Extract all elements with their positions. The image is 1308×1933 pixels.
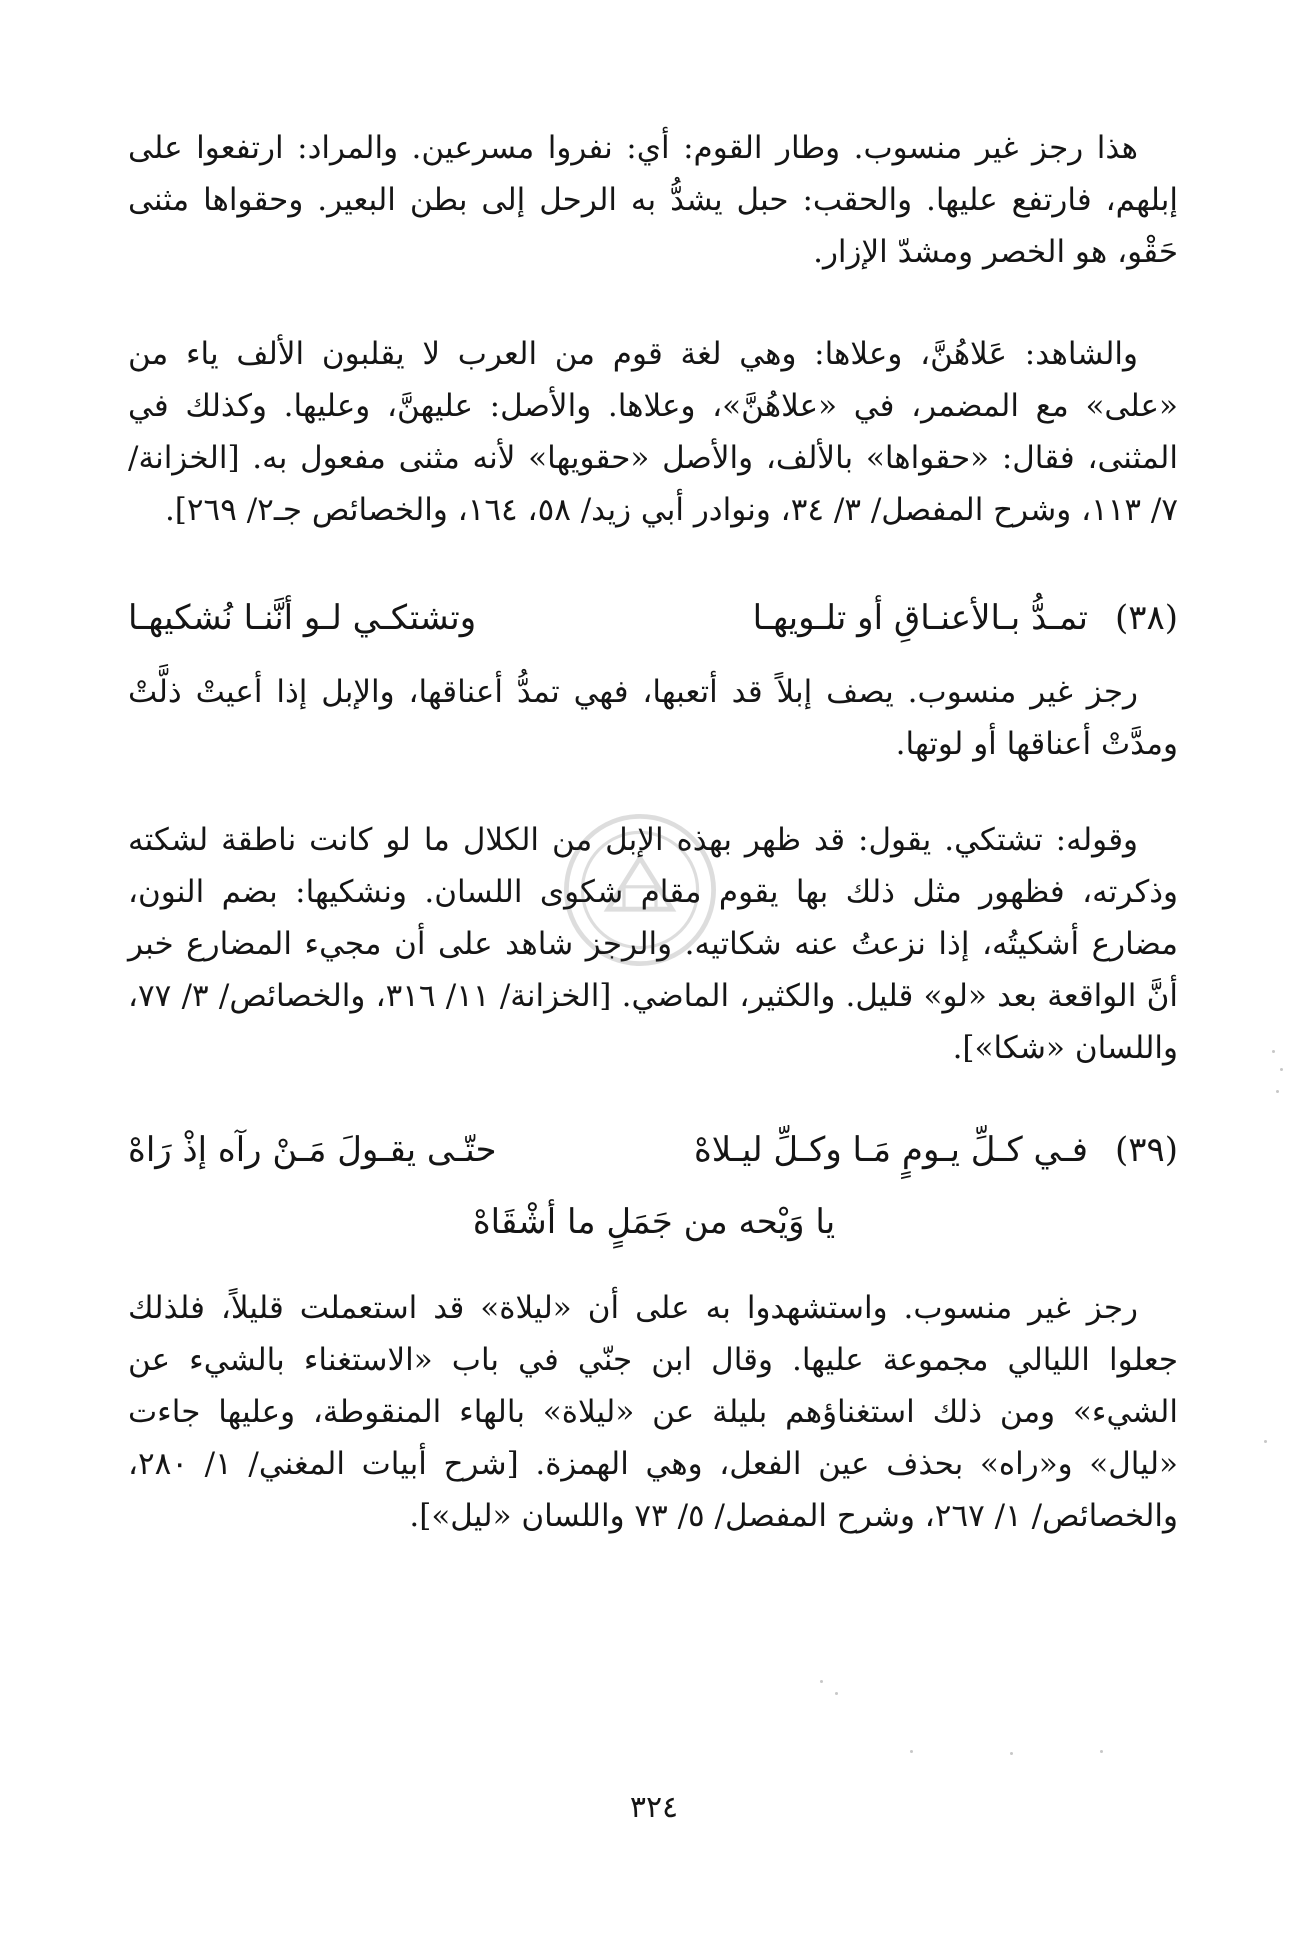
verse-number: (٣٨) bbox=[1114, 598, 1178, 638]
commentary-paragraph-1: هذا رجز غير منسوب. وطار القوم: أي: نفروا مسرعين. والمراد: ارتفعوا على إبلهم، فارتفع عليها. والحقب: حبل يشدُّ به الرحل إلى بطن البعير. وحقواها مثنى حَقْو، هو الخصر ومشدّ الإزار. bbox=[128, 130, 1178, 270]
verse-second-hemistich: حتّـى يقـولَ مَـنْ رآه إذْ رَاهْ bbox=[128, 1130, 497, 1170]
scan-speck bbox=[1272, 1050, 1275, 1053]
scan-speck bbox=[1010, 1752, 1013, 1755]
verse-39 bbox=[128, 1120, 1178, 1180]
library-seal-watermark bbox=[560, 810, 720, 970]
commentary-paragraph-3: رجز غير منسوب. يصف إبلاً قد أتعبها، فهي تمدُّ أعناقها، والإبل إذا أعيتْ ذلَّتْ ومدَّتْ أعناقها أو لوتها. bbox=[128, 674, 1178, 762]
page-number: ٣٢٤ bbox=[629, 1790, 679, 1825]
commentary-paragraph-5: رجز غير منسوب. واستشهدوا به على أن «ليلاة» قد استعملت قليلاً، فلذلك جعلوا الليالي مجموعة عليها. وقال ابن جنّي في باب «الاستغناء بالشيء عن الشيء» ومن ذلك استغناؤهم بليلة عن «ليلاة» بالهاء المنقوطة، وعليها جاءت «ليال» و«راه» بحذف عين الفعل، وهي الهمزة. [شرح أبيات المغني/ ١/ ٢٨٠، والخصائص/ ١/ ٢٦٧، وشرح المفصل/ ٥/ ٧٣ واللسان «ليل»]. bbox=[128, 1290, 1178, 1534]
scan-speck bbox=[910, 1750, 913, 1753]
verse-first-hemistich: تمـدُّ بـالأعنـاقِ أو تلـويهـا bbox=[752, 598, 1088, 638]
scan-speck bbox=[1100, 1750, 1103, 1753]
verse-38 bbox=[128, 588, 1178, 648]
scan-speck bbox=[1276, 1090, 1279, 1093]
scan-speck bbox=[835, 1692, 838, 1695]
verse-number: (٣٩) bbox=[1114, 1130, 1178, 1170]
verse-first-hemistich: فـي كـلِّ يـومٍ مَـا وكـلِّ ليـلاهْ bbox=[693, 1130, 1088, 1170]
verse-39-tail: يا وَيْحه من جَمَلٍ ما أشْقَاهْ bbox=[472, 1202, 836, 1242]
commentary-paragraph-4: وقوله: تشتكي. يقول: قد ظهر بهذه الإبل من الكلال ما لو كانت ناطقة لشكته وذكرته، فظهور مثل ذلك بها يقوم مقام شكوى اللسان. ونشكيها: بضم النون، مضارع أشكيتُه، إذا نزعتُ عنه شكاتيه. والرجز شاهد على أن مجيء المضارع خبر أنَّ الواقعة بعد «لو» قليل. والكثير، الماضي. [الخزانة/ ١١/ ٣١٦، والخصائص/ ٣/ ٧٧، واللسان «شكا»]. bbox=[128, 822, 1178, 1066]
scan-speck bbox=[1264, 1440, 1267, 1443]
commentary-paragraph-2: والشاهد: عَلاهُنَّ، وعلاها: وهي لغة قوم من العرب لا يقلبون الألف ياء من «على» مع المضمر، في «علاهُنَّ»، وعلاها. والأصل: عليهنَّ، وعليها. وكذلك في المثنى، فقال: «حقواها» بالألف، والأصل «حقويها» لأنه مثنى مفعول به. [الخزانة/ ٧/ ١١٣، وشرح المفصل/ ٣/ ٣٤، ونوادر أبي زيد/ ٥٨، ١٦٤، والخصائص جـ٢/ ٢٦٩]. bbox=[128, 336, 1178, 528]
verse-second-hemistich: وتشتكـي لـو أنَّنـا نُشكيهـا bbox=[128, 598, 477, 638]
scan-speck bbox=[1280, 1068, 1283, 1071]
scan-speck bbox=[820, 1680, 823, 1683]
